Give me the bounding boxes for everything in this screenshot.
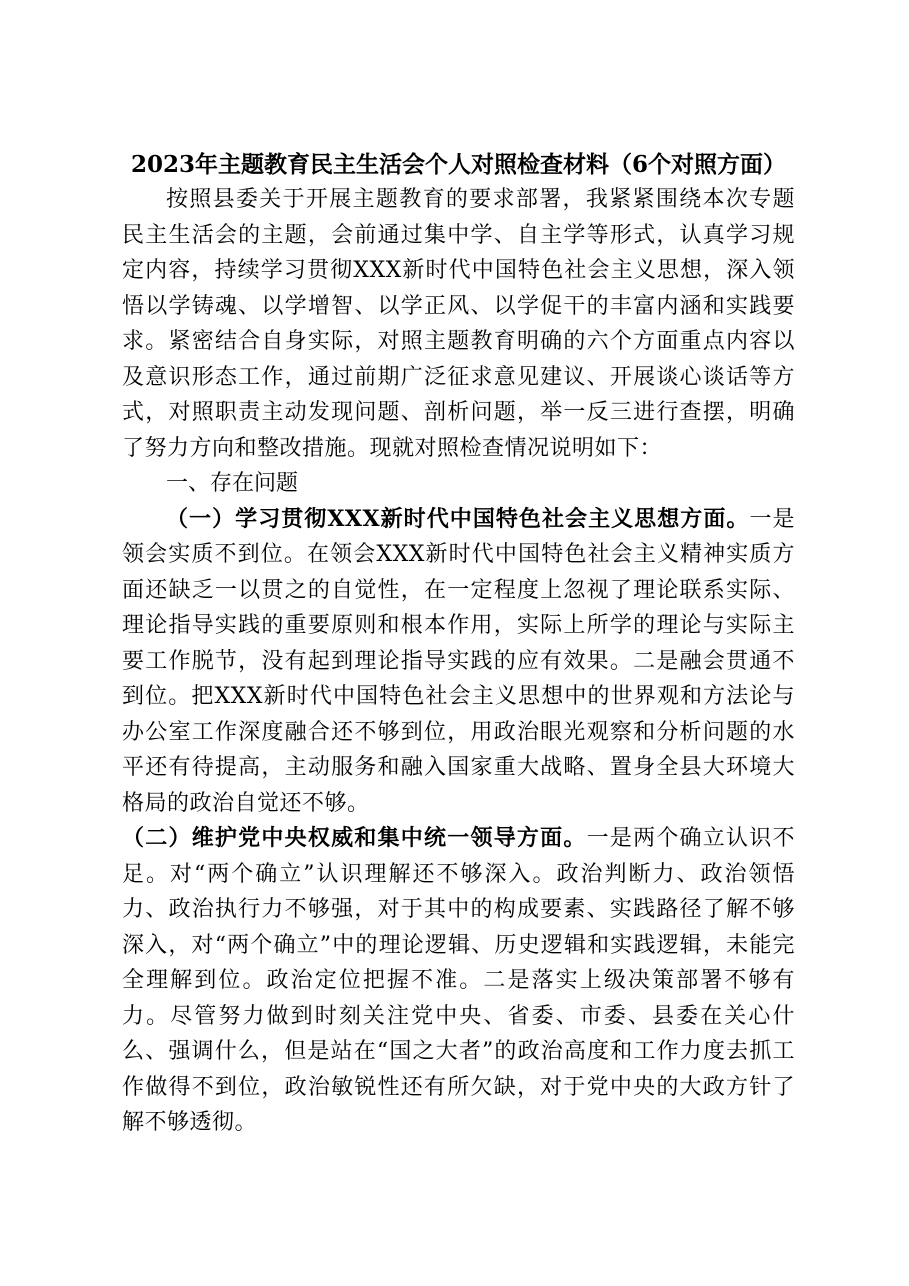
subsection-1-body: 一是领会实质不到位。在领会XXX新时代中国特色社会主义精神实质方面还缺乏一以贯之的自觉性，在一定程度上忽视了理论联系实际、理论指导实践的重要原则和根本作用，实际上所学的理论与实际主要工作脱节，没有起到理论指导实践的应有效果。二是融会贯通不到位。把XXX新时代中国特色社会主义思想中的世界观和方法论与办公室工作深度融合还不够到位，用政治眼光观察和分析问题的水平还有待提高，主动服务和融入国家重大战略、置身全县大环境大格局的政治自觉还不够。: [122, 506, 795, 816]
document-title: 2023年主题教育民主生活会个人对照检查材料（6个对照方面）: [130, 151, 787, 178]
subsection-2-paragraph: [122, 821, 795, 1141]
intro-paragraph: 按照县委关于开展主题教育的要求部署，我紧紧围绕本次专题民主生活会的主题，会前通过集中学、自主学等形式，认真学习规定内容，持续学习贯彻XXX新时代中国特色社会主义思想，深入领悟以学铸魂、以学增智、以学正风、以学促干的丰富内涵和实践要求。紧密结合自身实际，对照主题教育明确的六个方面重点内容以及意识形态工作，通过前期广泛征求意见建议、开展谈心谈话等方式，对照职责主动发现问题、剖析问题，举一反三进行查摆，明确了努力方向和整改措施。现就对照检查情况说明如下：: [122, 187, 795, 461]
subsection-2-title: （二）维护党中央权威和集中统一领导方面。: [122, 825, 587, 851]
document-body: [122, 148, 795, 1141]
section-heading-problems: 一、存在问题: [166, 471, 299, 496]
subsection-1-title: （一）学习贯彻XXX新时代中国特色社会主义思想方面。: [166, 505, 750, 532]
subsection-1-paragraph: [122, 502, 795, 822]
subsection-2-body: 一是两个确立认识不足。对“两个确立”认识理解还不够深入。政治判断力、政治领悟力、政治执行力不够强，对于其中的构成要素、实践路径了解不够深入，对“两个确立”中的理论逻辑、历史逻辑和实践逻辑，未能完全理解到位。政治定位把握不准。二是落实上级决策部署不够有力。尽管努力做到时刻关注党中央、省委、市委、县委在关心什么、强调什么，但是站在“国之大者”的政治高度和工作力度去抓工作做得不到位，政治敏锐性还有所欠缺，对于党中央的大政方针了解不够透彻。: [122, 826, 795, 1135]
